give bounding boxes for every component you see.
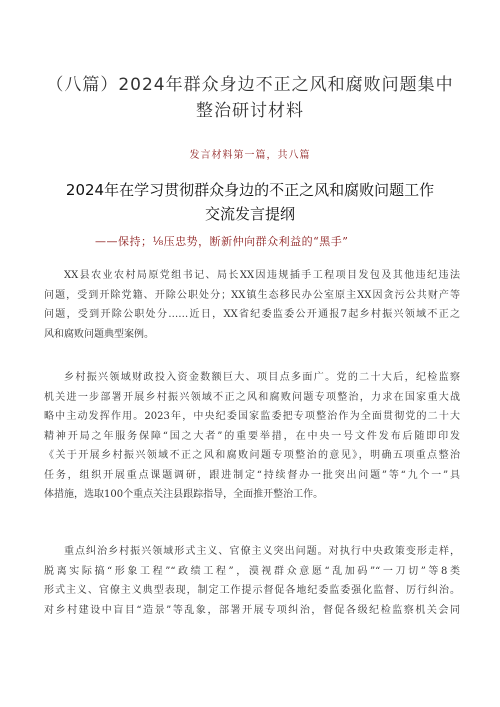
paragraph-line: 《关于开展乡村振兴领域不正之风和腐败问题专项整治的意见》，明确五项重点整治 xyxy=(44,450,460,461)
paragraph-2 xyxy=(44,368,460,505)
document-title-line: 整治研讨材料 xyxy=(196,101,304,121)
paragraph-line: 乡村振兴领域财政投入资金数额巨大、项目点多面广。党的二十大后，纪检监察 xyxy=(64,372,460,383)
paragraph-line: 重点纠治乡村振兴领域形式主义、官僚主义突出问题。对执行中央政策变形走样， xyxy=(64,546,460,557)
document-title-line: （八篇）2024年群众身边不正之风和腐败问题集中 xyxy=(46,75,454,95)
paragraph-line: 机关进一步部署开展乡村振兴领域不正之风和腐败问题专项整治，力求在国家重大战 xyxy=(44,391,460,403)
paragraph-line: 问题，受到开除公职处分……近日，XX省纪委监委公开通报7起乡村振兴领域不正之 xyxy=(44,309,460,320)
paragraph-line: 风和腐败问题典型案例。 xyxy=(44,328,154,340)
paragraph-line: 形式主义、官僚主义典型表现，制定工作提示督促各地纪委监委强化监督、厉行纠治。 xyxy=(44,585,460,596)
speech-title xyxy=(30,178,470,226)
speech-title-line: 交流发言提纲 xyxy=(204,205,295,223)
paragraph-line: 问题，受到开除党籍、开除公职处分；XX镇生态移民办公室原主XX因贪污公共财产等 xyxy=(44,289,460,301)
paragraph-3 xyxy=(44,542,460,620)
paragraph-line: XX县农业农村局原党组书记、局长XX因违规插手工程项目发包及其他违纪违法 xyxy=(64,270,460,281)
section-label: 发言材料第一篇，共八篇 xyxy=(189,150,311,161)
paragraph-line: 对乡村建设中盲目“造景”等乱象，部署开展专项纠治，督促各级纪检监察机关会同 xyxy=(44,604,460,616)
paragraph-line: 体措施，选取100个重点关注县跟踪指导，全面推开整治工作。 xyxy=(44,489,324,500)
paragraph-line: 略中主动发挥作用。2023年，中央纪委国家监委把专项整治作为全面贯彻党的二十大 xyxy=(44,411,460,422)
speech-title-line: 2024年在学习贯彻群众身边的不正之风和腐败问题工作 xyxy=(65,181,435,199)
paragraph-line: 精神开局之年服务保障“国之大者”的重要举措，在中央一号文件发布后随即印发 xyxy=(44,430,460,442)
document-title xyxy=(30,72,470,124)
speech-subtitle: ——保持；⅛压忠势，断新仲向群众利益的“黑手” xyxy=(95,235,349,248)
paragraph-line: 任务，组织开展重点课题调研，跟进制定“持续督办一批突出问题”等“九个一”具 xyxy=(44,469,460,481)
paragraph-line: 脱离实际搞“形象工程”“政绩工程”，漠视群众意愿“乱加码”“一刀切”等8类 xyxy=(44,565,460,577)
paragraph-1 xyxy=(44,266,460,344)
